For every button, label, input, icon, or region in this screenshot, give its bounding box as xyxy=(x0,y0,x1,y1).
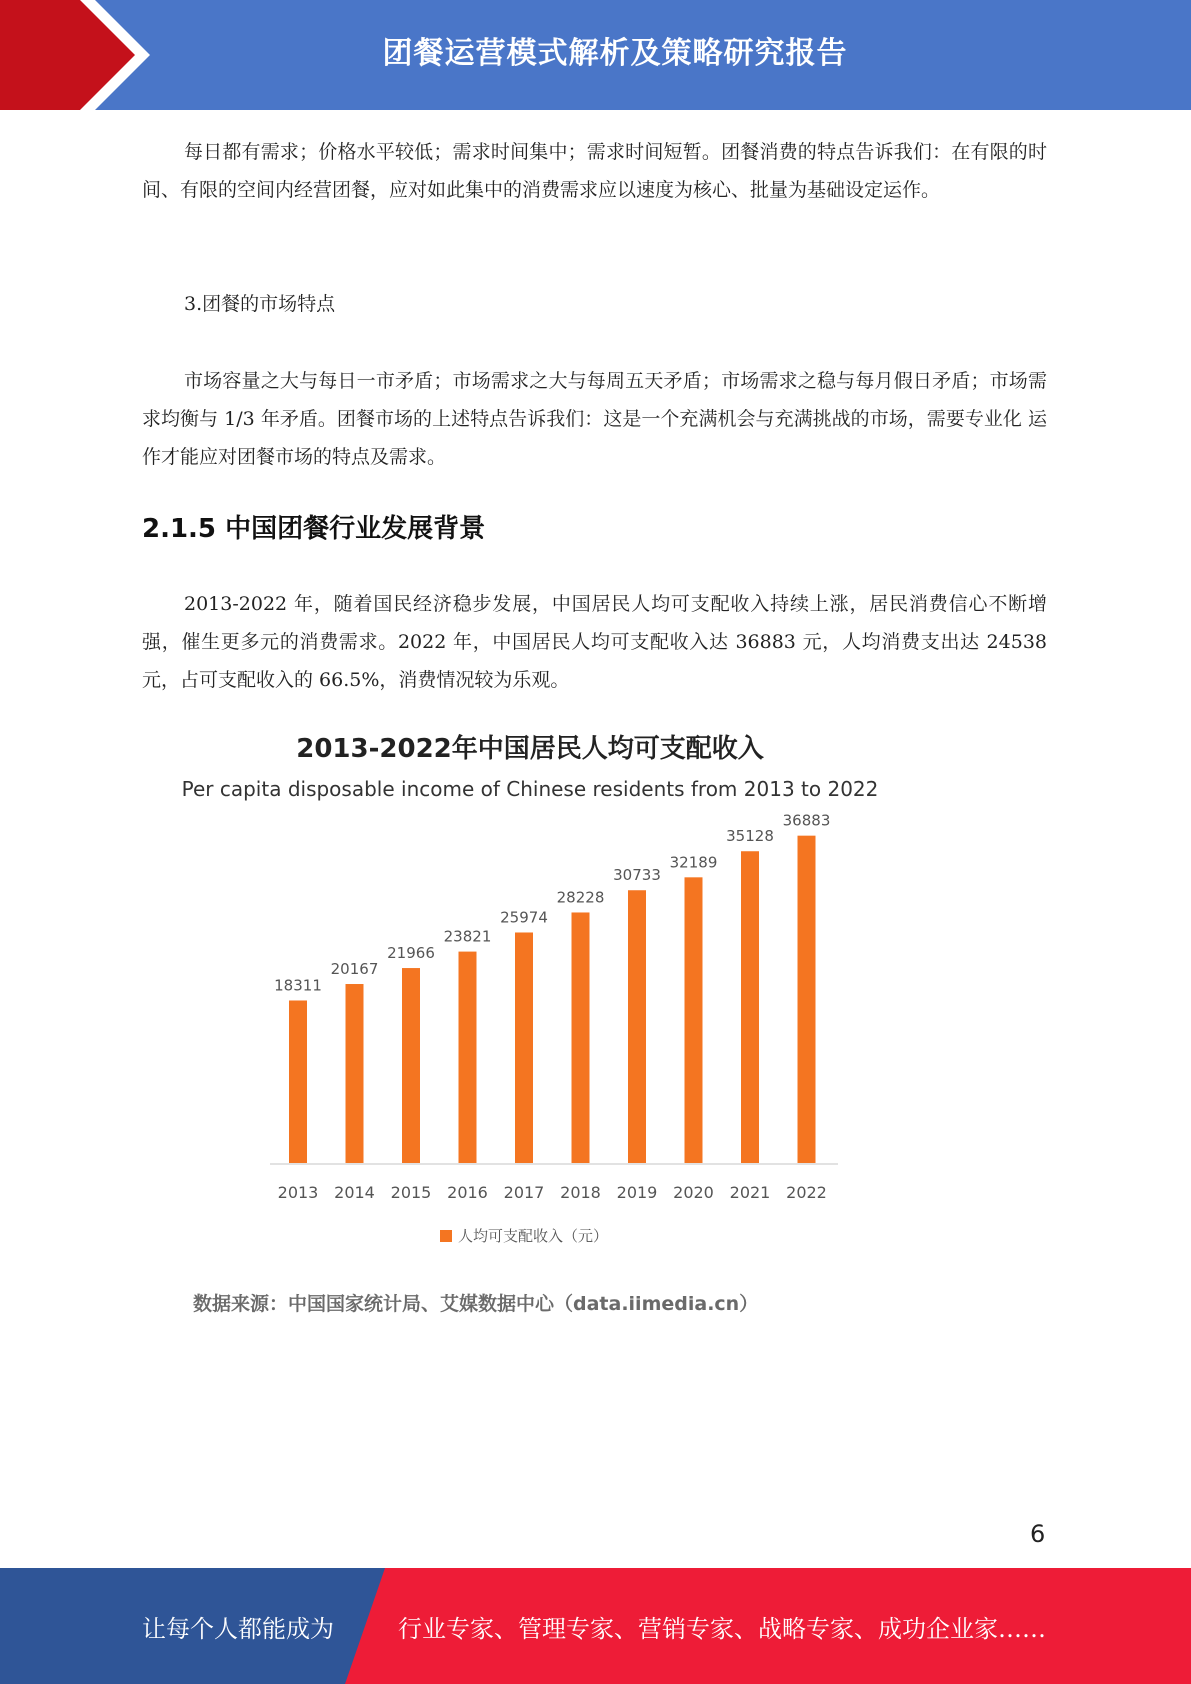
bar-2019 xyxy=(628,890,646,1163)
legend-label: 人均可支配收入（元） xyxy=(458,1227,609,1245)
bar-value-label-2013: 18311 xyxy=(274,976,322,995)
chart-subtitle: Per capita disposable income of Chinese residents from 2013 to 2022 xyxy=(181,777,879,801)
bar-value-label-2017: 25974 xyxy=(500,908,548,927)
bar-value-label-2018: 28228 xyxy=(556,888,605,907)
x-tick-label-2022: 2022 xyxy=(786,1183,827,1202)
x-tick-label-2016: 2016 xyxy=(447,1183,488,1202)
bar-2016 xyxy=(459,952,477,1163)
bar-2015 xyxy=(402,968,420,1163)
footer-slogan-left: 让每个人都能成为 xyxy=(142,1614,334,1643)
x-tick-label-2021: 2021 xyxy=(729,1183,771,1202)
x-tick-label-2017: 2017 xyxy=(503,1183,545,1202)
bar-2022 xyxy=(798,836,816,1163)
bar-value-label-2014: 20167 xyxy=(330,960,379,979)
legend-swatch xyxy=(440,1230,452,1242)
bar-2020 xyxy=(685,877,703,1163)
bar-value-label-2016: 23821 xyxy=(443,927,492,946)
bar-2013 xyxy=(289,1000,307,1163)
paragraph-development-background: 2013-2022 年，随着国民经济稳步发展，中国居民人均可支配收入持续上涨，居民消费信心不断增强，催生更多元的消费需求。2022 年，中国居民人均可支配收入达 36883 元，人均消费支出达 24538 元，占可支配收入的 66.5%，消费情况较为乐观。 xyxy=(142,593,1047,691)
report-title: 团餐运营模式解析及策略研究报告 xyxy=(382,36,848,71)
page-footer xyxy=(0,1568,1191,1684)
footer-slogan-right: 行业专家、管理专家、营销专家、战略专家、成功企业家…… xyxy=(398,1614,1046,1643)
bar-value-label-2015: 21966 xyxy=(387,944,435,963)
bar-value-label-2019: 30733 xyxy=(613,866,661,885)
paragraph-consumption-features: 每日都有需求；价格水平较低；需求时间集中；需求时间短暂。团餐消费的特点告诉我们：在有限的时间、有限的空间内经营团餐，应对如此集中的消费需求应以速度为核心、批量为基础设定运作。 xyxy=(142,141,1047,201)
bar-2017 xyxy=(515,932,533,1163)
x-tick-label-2014: 2014 xyxy=(334,1183,375,1202)
x-tick-label-2019: 2019 xyxy=(616,1183,658,1202)
x-tick-label-2018: 2018 xyxy=(560,1183,601,1202)
x-tick-label-2020: 2020 xyxy=(673,1183,714,1202)
bar-2014 xyxy=(346,984,364,1163)
item-market-features-title: 3.团餐的市场特点 xyxy=(184,293,336,315)
paragraph-market-features: 市场容量之大与每日一市矛盾；市场需求之大与每周五天矛盾；市场需求之稳与每月假日矛盾；市场需求均衡与 1/3 年矛盾。团餐市场的上述特点告诉我们：这是一个充满机会与充满挑战的市场，需要专业化 运作才能应对团餐市场的特点及需求。 xyxy=(142,370,1047,468)
bar-value-label-2022: 36883 xyxy=(782,811,831,830)
bar-2021 xyxy=(741,851,759,1163)
x-tick-label-2015: 2015 xyxy=(390,1183,432,1202)
page-number: 6 xyxy=(1030,1520,1046,1548)
bar-value-label-2020: 32189 xyxy=(669,853,718,872)
chart-title: 2013-2022年中国居民人均可支配收入 xyxy=(296,734,764,764)
bar-2018 xyxy=(572,912,590,1163)
data-source-note: 数据来源：中国国家统计局、艾媒数据中心（data.iimedia.cn） xyxy=(193,1293,759,1315)
x-tick-label-2013: 2013 xyxy=(277,1183,319,1202)
bar-value-label-2021: 35128 xyxy=(726,827,774,846)
section-heading: 2.1.5 中国团餐行业发展背景 xyxy=(142,514,486,544)
chart-legend xyxy=(440,1225,608,1246)
